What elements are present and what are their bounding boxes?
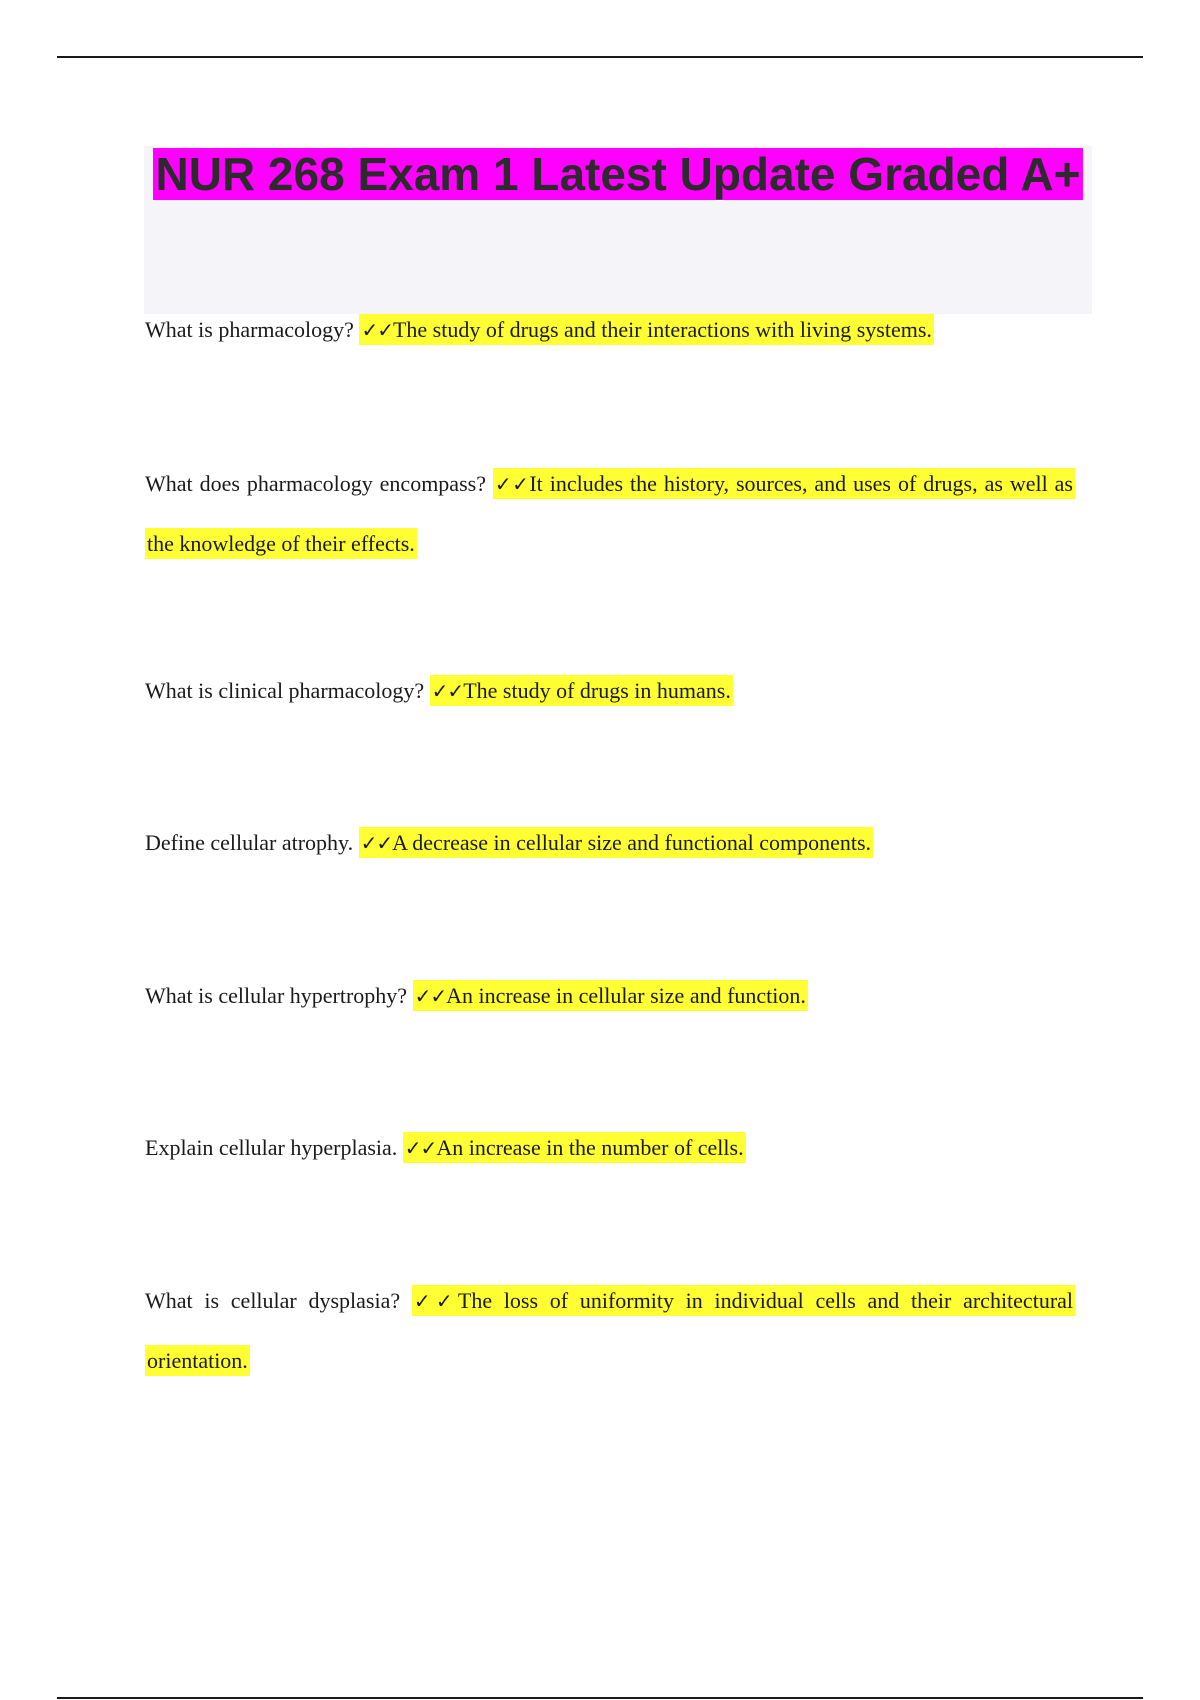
double-check-icon: ✓✓: [404, 1136, 437, 1160]
answer-text: A decrease in cellular size and functional components.: [392, 830, 872, 855]
answer-highlight: [359, 314, 933, 345]
double-check-icon: ✓✓: [414, 984, 447, 1008]
answer-text: An increase in the number of cells.: [436, 1135, 744, 1160]
qa-item-3: [145, 661, 1075, 721]
double-check-icon: ✓✓: [431, 679, 464, 703]
question-text: What is cellular hypertrophy?: [145, 983, 408, 1008]
question-text: What is pharmacology?: [145, 317, 354, 342]
answer-text: It includes the history, sources, and uses of drugs, as well as the knowledge of their effects.: [147, 471, 1073, 556]
qa-item-6: [145, 1118, 1075, 1178]
double-check-icon: ✓✓: [413, 1289, 458, 1313]
qa-item-2: [145, 454, 1075, 574]
page-title: NUR 268 Exam 1 Latest Update Graded A+: [155, 148, 1081, 200]
title-box: [144, 146, 1092, 314]
question-text: Explain cellular hyperplasia.: [145, 1135, 398, 1160]
answer-text: The study of drugs and their interactions with living systems.: [392, 317, 932, 342]
double-check-icon: ✓✓: [494, 472, 530, 496]
answer-highlight: [359, 827, 873, 858]
answer-highlight: [413, 980, 808, 1011]
qa-item-4: [145, 813, 1075, 873]
answer-highlight: [403, 1132, 746, 1163]
question-text: What is cellular dysplasia?: [145, 1288, 401, 1313]
double-check-icon: ✓✓: [360, 831, 393, 855]
top-rule: [57, 56, 1143, 58]
question-text: What does pharmacology encompass?: [145, 471, 486, 496]
answer-text: The loss of uniformity in individual cells and their architectural orientation.: [147, 1288, 1074, 1373]
qa-item-1: [145, 300, 1075, 360]
answer-highlight: [430, 675, 733, 706]
question-text: Define cellular atrophy.: [145, 830, 354, 855]
question-text: What is clinical pharmacology?: [145, 678, 425, 703]
answer-text: The study of drugs in humans.: [463, 678, 731, 703]
answer-text: An increase in cellular size and function.: [446, 983, 806, 1008]
qa-item-5: [145, 966, 1075, 1026]
bottom-rule: [57, 1697, 1143, 1699]
double-check-icon: ✓✓: [361, 318, 393, 342]
qa-item-7: [145, 1271, 1075, 1391]
